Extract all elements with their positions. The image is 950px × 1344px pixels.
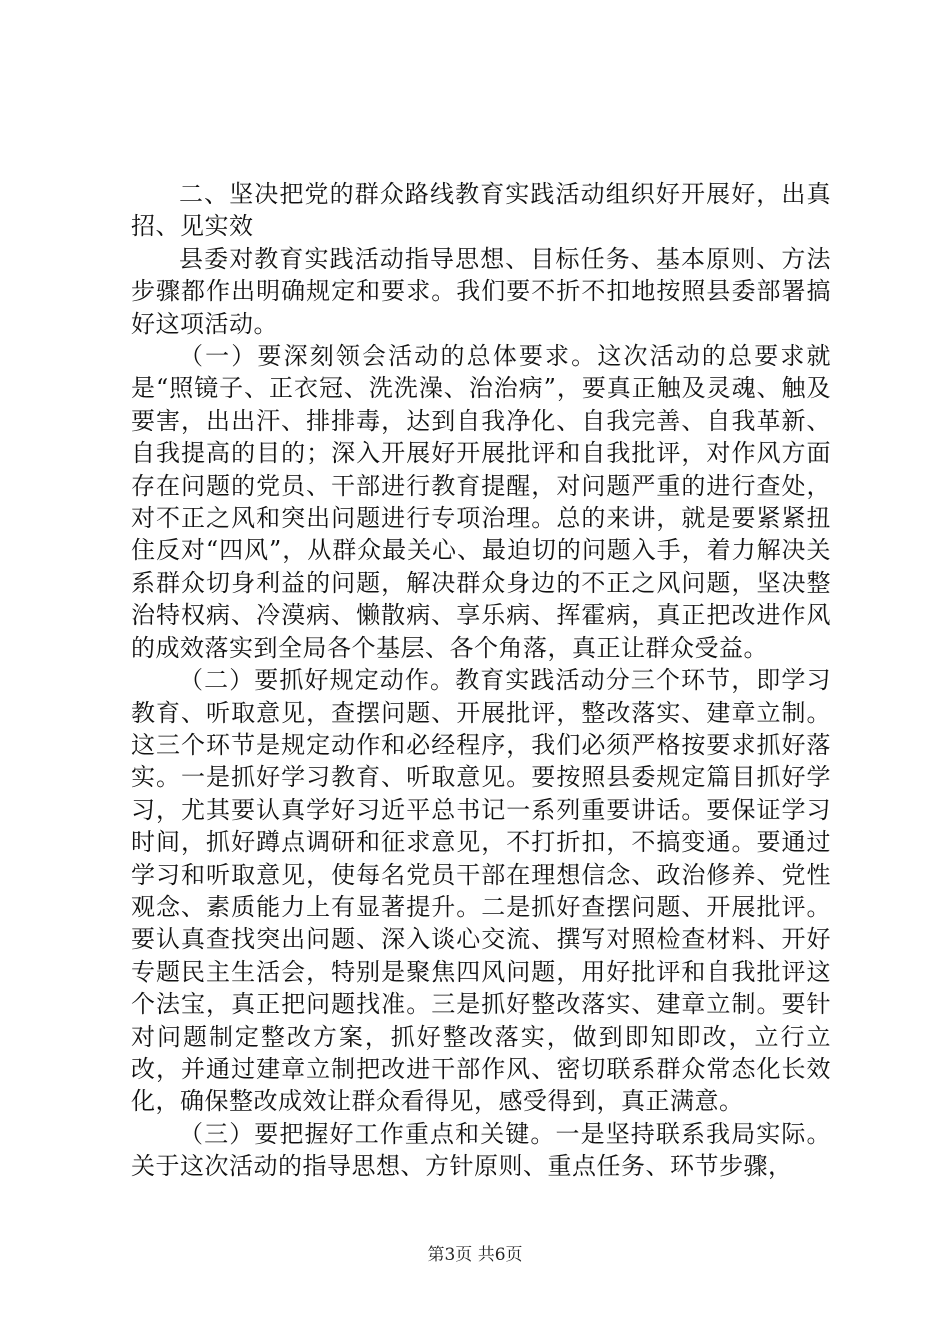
paragraph-intro: 县委对教育实践活动指导思想、目标任务、基本原则、方法步骤都作出明确规定和要求。我们要不折不扣地按照县委部署搞好这项活动。	[131, 244, 831, 338]
paragraph-2: （二）要抓好规定动作。教育实践活动分三个环节，即学习教育、听取意见，查摆问题、开展批评，整改落实、建章立制。这三个环节是规定动作和必经程序，我们必须严格按要求抓好落实。一是抓好学习教育、听取意见。要按照县委规定篇目抓好学习，尤其要认真学好习近平总书记一系列重要讲话。要保证学习时间，抓好蹲点调研和征求意见，不打折扣，不搞变通。要通过学习和听取意见，使每名党员干部在理想信念、政治修养、党性观念、素质能力上有显著提升。二是抓好查摆问题、开展批评。要认真查找突出问题、深入谈心交流、撰写对照检查材料、开好专题民主生活会，特别是聚焦四风问题，用好批评和自我批评这个法宝，真正把问题找准。三是抓好整改落实、建章立制。要针对问题制定整改方案，抓好整改落实，做到即知即改，立行立改，并通过建章立制把改进干部作风、密切联系群众常态化长效化，确保整改成效让群众看得见，感受得到，真正满意。	[131, 666, 831, 1116]
document-body	[131, 178, 831, 1183]
paragraph-3: （三）要把握好工作重点和关键。一是坚持联系我局实际。关于这次活动的指导思想、方针原则、重点任务、环节步骤，	[131, 1119, 831, 1181]
page-number-footer: 第3页 共6页	[427, 1245, 523, 1265]
section-heading: 二、坚决把党的群众路线教育实践活动组织好开展好，出真招、见实效	[131, 180, 831, 241]
paragraph-1: （一）要深刻领会活动的总体要求。这次活动的总要求就是“照镜子、正衣冠、洗洗澡、治治病”，要真正触及灵魂、触及要害，出出汗、排排毒，达到自我净化、自我完善、自我革新、自我提高的目的；深入开展好开展批评和自我批评，对作风方面存在问题的党员、干部进行教育提醒，对问题严重的进行查处，对不正之风和突出问题进行专项治理。总的来讲，就是要紧紧扭住反对“四风”，从群众最关心、最迫切的问题入手，着力解决关系群众切身利益的问题，解决群众身边的不正之风问题，坚决整治特权病、冷漠病、懒散病、享乐病、挥霍病，真正把改进作风的成效落实到全局各个基层、各个角落，真正让群众受益。	[131, 342, 831, 662]
